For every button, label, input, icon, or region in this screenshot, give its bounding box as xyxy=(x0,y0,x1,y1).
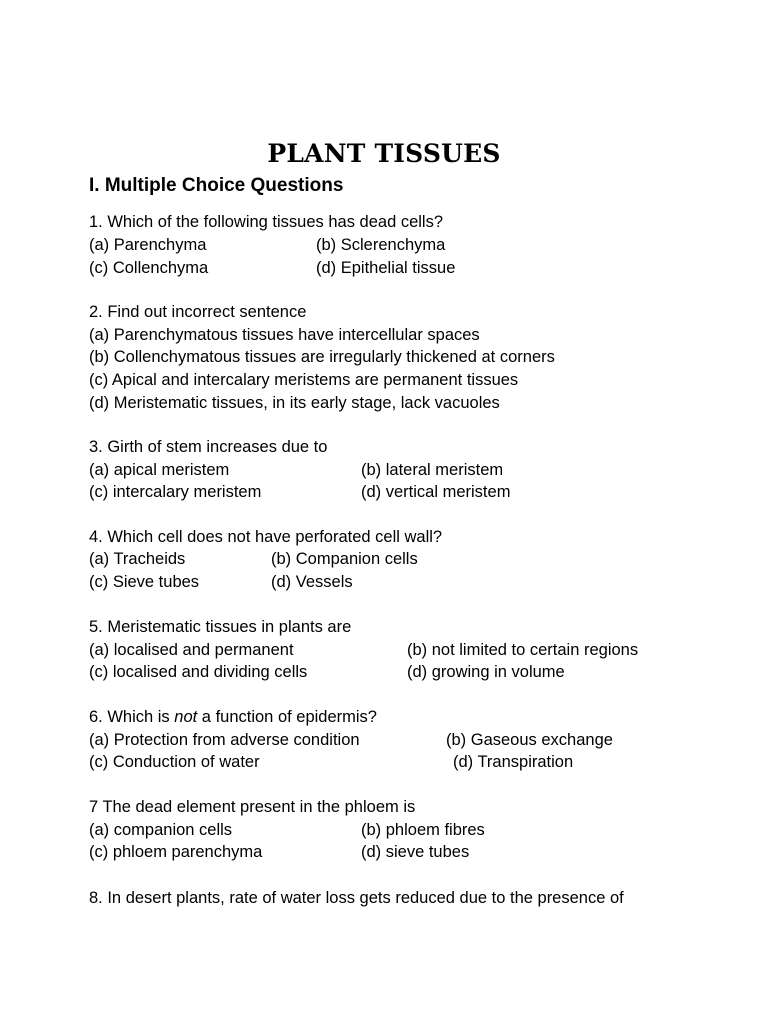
page-title: PLANT TISSUES xyxy=(267,139,501,168)
question-1-stem: 1. Which of the following tissues has dead cells? xyxy=(89,213,444,231)
question-1-option-b: (b) Sclerenchyma xyxy=(316,236,446,254)
question-3-option-d: (d) vertical meristem xyxy=(361,483,511,501)
question-1-option-d: (d) Epithelial tissue xyxy=(316,259,456,277)
question-7-option-b: (b) phloem fibres xyxy=(361,821,485,839)
question-6-stem-emphasis: not xyxy=(174,708,198,726)
question-1-option-c: (c) Collenchyma xyxy=(89,259,209,277)
question-6-option-b: (b) Gaseous exchange xyxy=(446,731,613,749)
question-7-option-d: (d) sieve tubes xyxy=(361,843,470,861)
question-6-option-a: (a) Protection from adverse condition xyxy=(89,731,360,749)
question-6-option-c: (c) Conduction of water xyxy=(89,753,260,771)
question-4-stem: 4. Which cell does not have perforated cell wall? xyxy=(89,528,443,546)
question-6-stem xyxy=(89,707,377,727)
question-2-option-b: (b) Collenchymatous tissues are irregularly thickened at corners xyxy=(89,348,555,366)
question-2-option-d: (d) Meristematic tissues, in its early stage, lack vacuoles xyxy=(89,394,500,412)
question-3-option-a: (a) apical meristem xyxy=(89,461,230,479)
question-5-option-a: (a) localised and permanent xyxy=(89,641,294,659)
question-7-stem: 7 The dead element present in the phloem is xyxy=(89,798,416,816)
question-5-option-c: (c) localised and dividing cells xyxy=(89,663,308,681)
question-2-stem: 2. Find out incorrect sentence xyxy=(89,303,307,321)
question-7-option-a: (a) companion cells xyxy=(89,821,233,839)
question-4-option-d: (d) Vessels xyxy=(271,573,353,591)
question-4-option-c: (c) Sieve tubes xyxy=(89,573,200,591)
question-2-option-a: (a) Parenchymatous tissues have intercellular spaces xyxy=(89,326,480,344)
question-6-stem-end: a function of epidermis? xyxy=(197,708,377,726)
question-6-option-d: (d) Transpiration xyxy=(453,753,574,771)
question-5-option-d: (d) growing in volume xyxy=(407,663,565,681)
question-8-stem: 8. In desert plants, rate of water loss gets reduced due to the presence of xyxy=(89,889,624,907)
question-7-option-c: (c) phloem parenchyma xyxy=(89,843,263,861)
question-2-option-c: (c) Apical and intercalary meristems are permanent tissues xyxy=(89,371,519,389)
question-4-option-a: (a) Tracheids xyxy=(89,550,186,568)
question-1-option-a: (a) Parenchyma xyxy=(89,236,207,254)
question-6-stem-start: 6. Which is xyxy=(89,708,175,726)
question-5-option-b: (b) not limited to certain regions xyxy=(407,641,639,659)
question-5-stem: 5. Meristematic tissues in plants are xyxy=(89,618,352,636)
section-heading: I. Multiple Choice Questions xyxy=(89,175,344,196)
question-4-option-b: (b) Companion cells xyxy=(271,550,418,568)
question-3-option-b: (b) lateral meristem xyxy=(361,461,504,479)
question-3-stem: 3. Girth of stem increases due to xyxy=(89,438,328,456)
question-3-option-c: (c) intercalary meristem xyxy=(89,483,262,501)
